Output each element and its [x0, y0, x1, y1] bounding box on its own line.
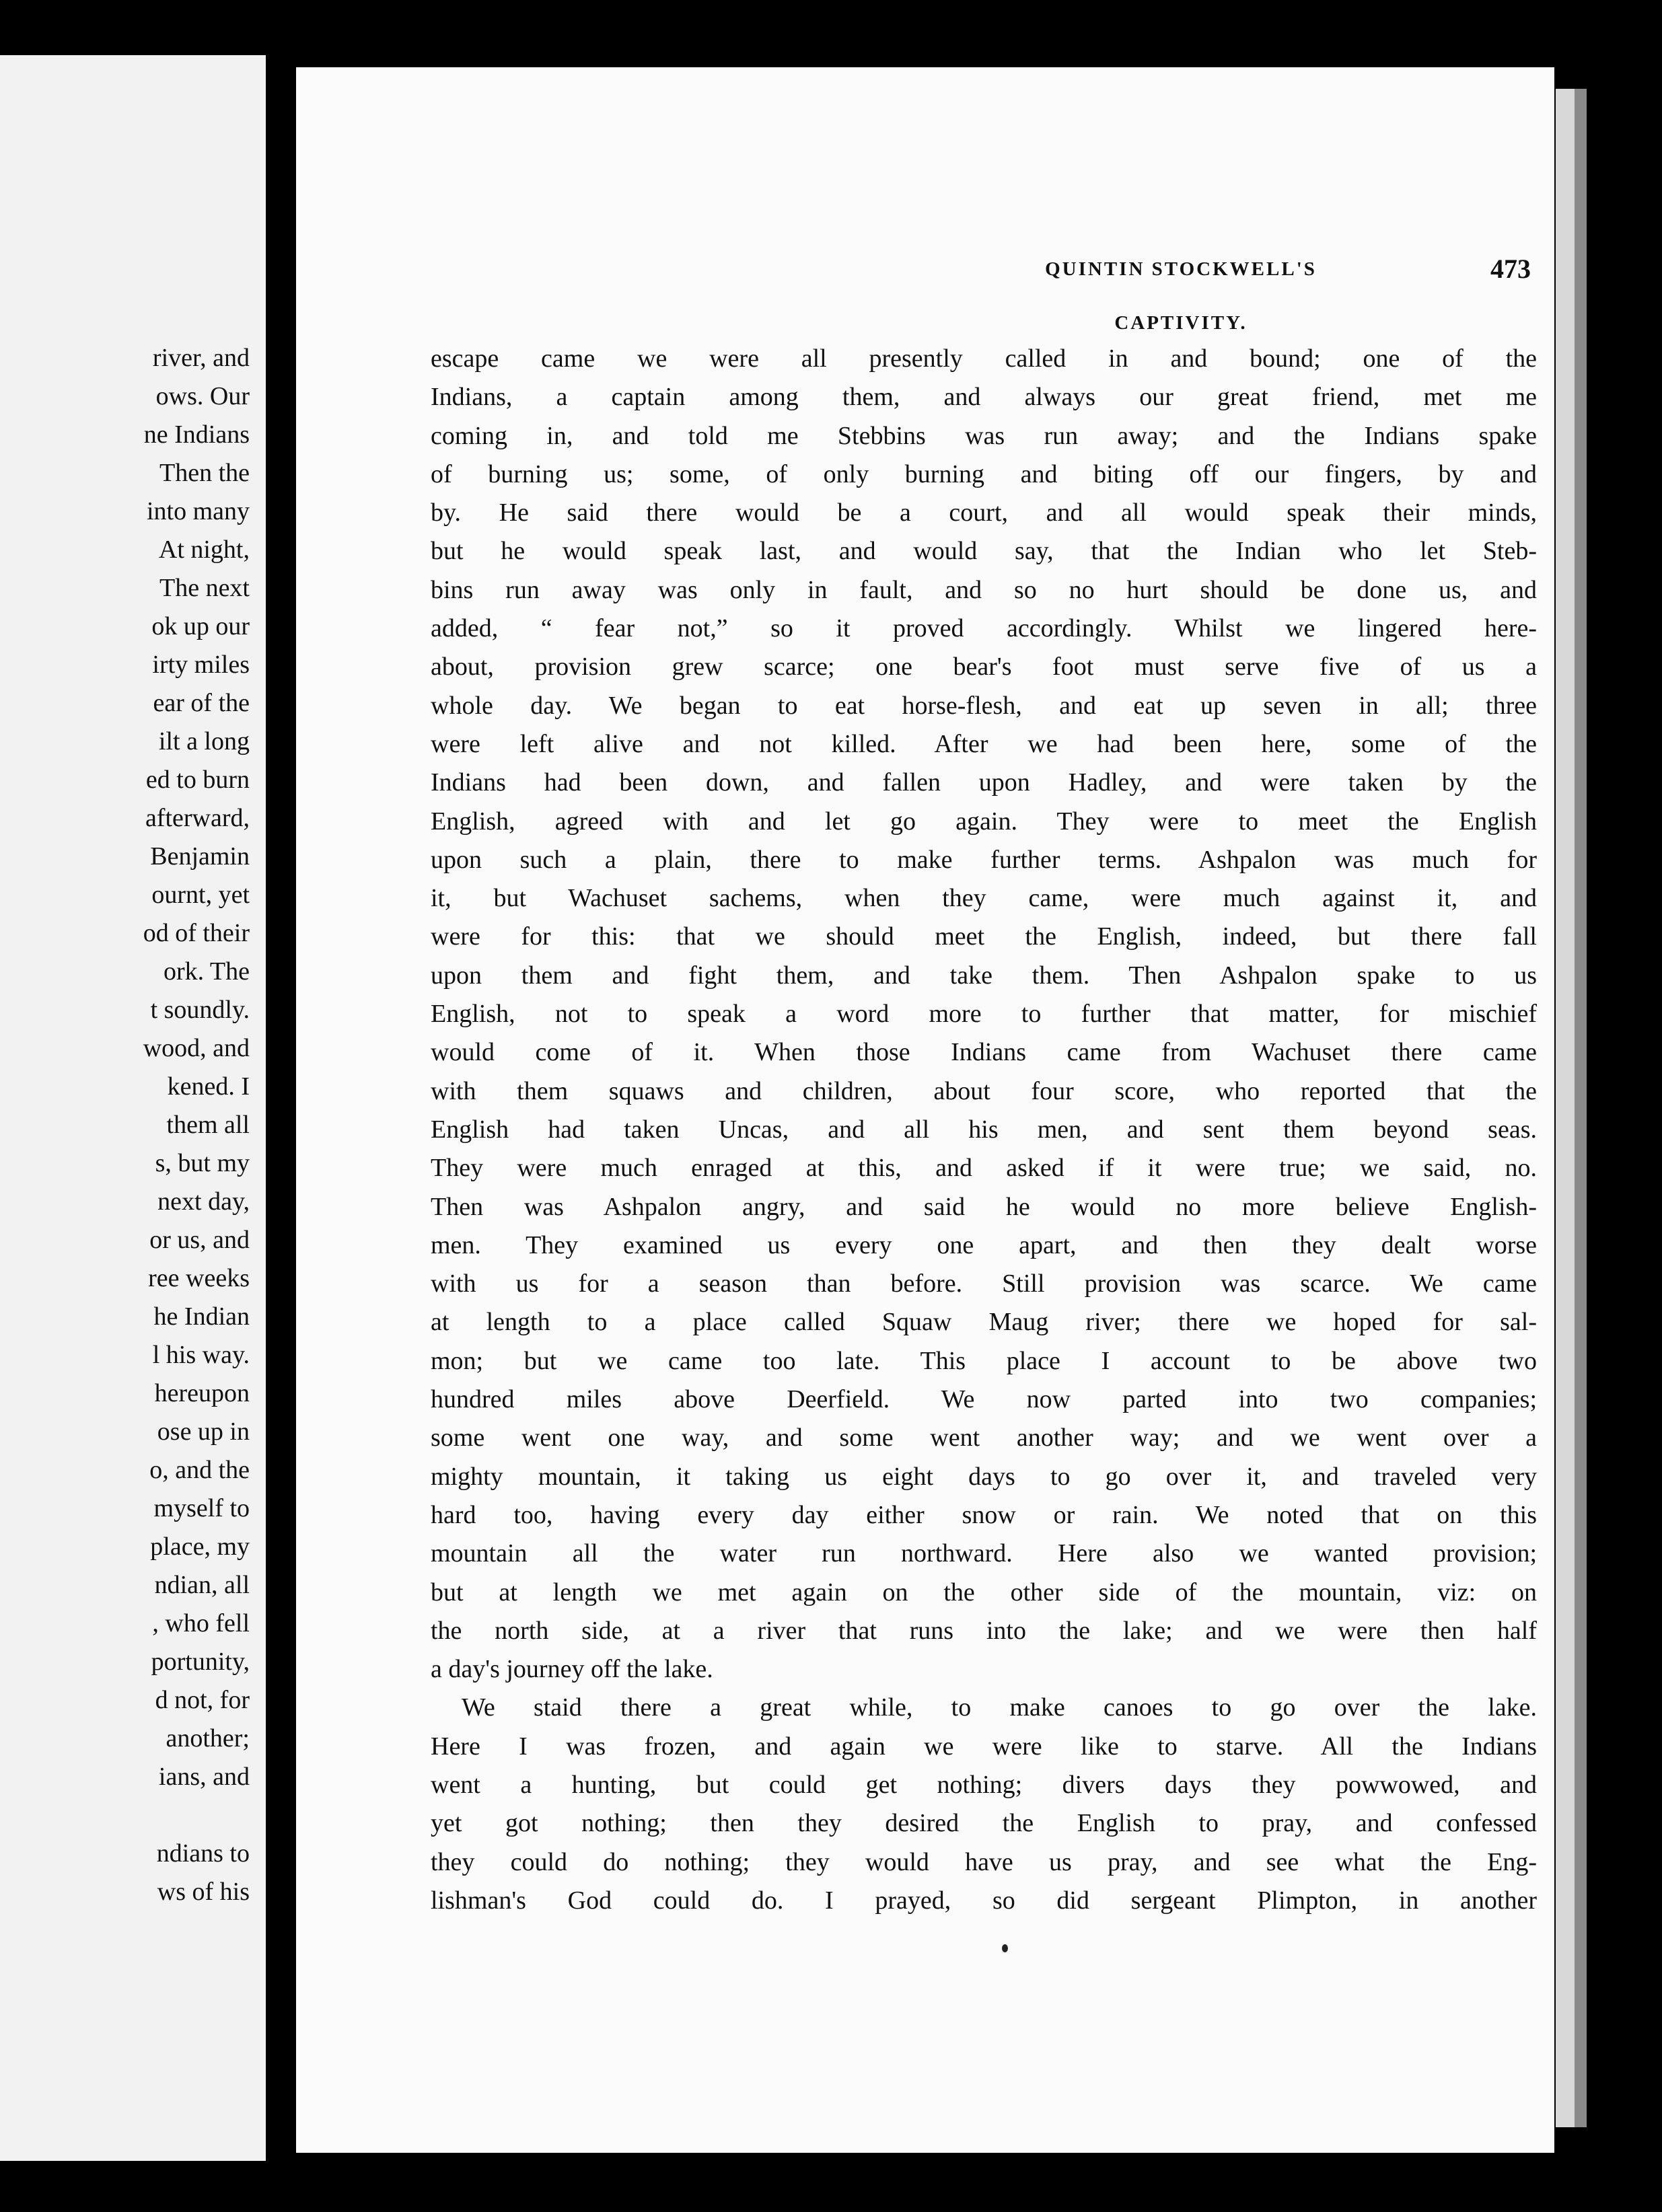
- text-line: mighty mountain, it taking us eight days to go over it, and traveled very: [431, 1462, 1537, 1491]
- left-page-line: , who fell: [152, 1609, 250, 1637]
- left-page-text: [0, 339, 250, 1911]
- left-page-line: o, and the: [149, 1456, 250, 1484]
- left-page-line: into many: [146, 497, 250, 525]
- text-line: they could do nothing; they would have us pray, and see what the Eng-: [431, 1847, 1537, 1876]
- left-page-line: kened. I: [167, 1072, 250, 1101]
- left-page-line: wood, and: [143, 1034, 250, 1062]
- text-line: mon; but we came too late. This place I account to be above two: [431, 1346, 1537, 1375]
- left-page-line: Then the: [159, 459, 250, 487]
- text-line: Then was Ashpalon angry, and said he would no more believe English-: [431, 1192, 1537, 1221]
- body-text: [431, 340, 1537, 1920]
- left-page-line: ows. Our: [155, 382, 250, 410]
- text-line: We staid there a great while, to make canoes to go over the lake.: [462, 1693, 1537, 1722]
- text-line: They were much enraged at this, and asked if it were true; we said, no.: [431, 1154, 1537, 1183]
- text-line: upon such a plain, there to make further terms. Ashpalon was much for: [431, 845, 1537, 874]
- left-page-line: place, my: [150, 1533, 250, 1561]
- text-line: Indians had been down, and fallen upon Hadley, and were taken by the: [431, 768, 1537, 797]
- left-page-line: At night,: [158, 536, 250, 564]
- left-page-line: s, but my: [155, 1149, 250, 1177]
- text-line: Indians, a captain among them, and always our great friend, met me: [431, 383, 1537, 412]
- text-line: went a hunting, but could get nothing; divers days they powwowed, and: [431, 1770, 1537, 1799]
- left-page-line: hereupon: [154, 1379, 250, 1407]
- text-line: by. He said there would be a court, and all would speak their minds,: [431, 499, 1537, 527]
- page-edge-shadow: [1575, 89, 1587, 2127]
- text-line: hundred miles above Deerfield. We now parted into two companies;: [431, 1385, 1537, 1414]
- left-page-line: he Indian: [153, 1302, 250, 1331]
- text-line: escape came we were all presently called in and bound; one of the: [431, 344, 1537, 373]
- text-line: coming in, and told me Stebbins was run away; and the Indians spake: [431, 421, 1537, 450]
- left-page-line: ose up in: [157, 1417, 250, 1446]
- text-line: added, “ fear not,” so it proved accordingly. Whilst we lingered here-: [431, 614, 1537, 643]
- left-page-line: or us, and: [149, 1226, 250, 1254]
- left-page-line: ndian, all: [154, 1571, 250, 1599]
- text-line: English, agreed with and let go again. They were to meet the English: [431, 807, 1537, 836]
- text-line: of burning us; some, of only burning and biting off our fingers, by and: [431, 459, 1537, 488]
- page-number: 473: [1490, 254, 1531, 284]
- left-page-line: them all: [166, 1111, 250, 1139]
- left-page-line: The next: [159, 574, 250, 602]
- page-edge: [1556, 89, 1575, 2127]
- text-line: the north side, at a river that runs into the lake; and we were then half: [431, 1616, 1537, 1645]
- text-line: English had taken Uncas, and all his men, and sent them beyond seas.: [431, 1115, 1537, 1144]
- text-line: but he would speak last, and would say, that the Indian who let Steb-: [431, 537, 1537, 566]
- text-line: English, not to speak a word more to further that matter, for mischief: [431, 1000, 1537, 1029]
- left-page-line: ed to burn: [145, 766, 250, 794]
- left-page-line: portunity,: [151, 1648, 250, 1676]
- ink-dot: [1002, 1944, 1008, 1952]
- text-line: at length to a place called Squaw Maug river; there we hoped for sal-: [431, 1308, 1537, 1337]
- left-page-line: ws of his: [157, 1878, 250, 1906]
- text-line: yet got nothing; then they desired the English to pray, and confessed: [431, 1809, 1537, 1838]
- left-page-line: river, and: [152, 344, 250, 372]
- left-page-line: ok up our: [151, 612, 250, 640]
- running-head: [296, 242, 1554, 334]
- text-line: men. They examined us every one apart, and then they dealt worse: [431, 1230, 1537, 1259]
- left-page-line: another;: [166, 1724, 250, 1753]
- text-line: about, provision grew scarce; one bear's foot must serve five of us a: [431, 653, 1537, 681]
- left-page-line: myself to: [153, 1494, 250, 1522]
- left-page-line: od of their: [143, 919, 250, 947]
- text-line: bins run away was only in fault, and so no hurt should be done us, and: [431, 575, 1537, 604]
- running-title: QUINTIN STOCKWELL'S CAPTIVITY.: [1045, 258, 1317, 334]
- left-page-line: ndians to: [156, 1839, 250, 1868]
- text-line: lishman's God could do. I prayed, so did sergeant Plimpton, in another: [431, 1886, 1537, 1915]
- text-line: Here I was frozen, and again we were like to starve. All the Indians: [431, 1732, 1537, 1761]
- text-line: upon them and fight them, and take them. Then Ashpalon spake to us: [431, 961, 1537, 990]
- left-facing-page: [0, 55, 266, 2161]
- left-page-line: l his way.: [152, 1341, 250, 1369]
- left-page-line: d not, for: [155, 1686, 250, 1714]
- text-line: mountain all the water run northward. Here also we wanted provision;: [431, 1539, 1537, 1568]
- text-line: would come of it. When those Indians came from Wachuset there came: [431, 1038, 1537, 1067]
- left-page-line: ilt a long: [158, 727, 250, 755]
- book-page: [296, 67, 1554, 2153]
- left-page-line: ne Indians: [143, 420, 250, 449]
- text-line: hard too, having every day either snow or rain. We noted that on this: [431, 1500, 1537, 1529]
- left-page-line: Benjamin: [150, 842, 250, 871]
- text-line: it, but Wachuset sachems, when they came, were much against it, and: [431, 884, 1537, 913]
- left-page-line: ians, and: [158, 1763, 250, 1791]
- text-line: whole day. We began to eat horse-flesh, and eat up seven in all; three: [431, 691, 1537, 720]
- text-line: with us for a season than before. Still provision was scarce. We came: [431, 1269, 1537, 1298]
- text-line: a day's journey off the lake.: [431, 1655, 713, 1684]
- left-page-line: irty miles: [152, 651, 250, 679]
- text-line: with them squaws and children, about four score, who reported that the: [431, 1076, 1537, 1105]
- text-line: were left alive and not killed. After we had been here, some of the: [431, 729, 1537, 758]
- left-page-line: ournt, yet: [151, 881, 250, 909]
- left-page-line: next day,: [157, 1187, 250, 1216]
- left-page-line: [0, 1796, 250, 1835]
- text-line: were for this: that we should meet the English, indeed, but there fall: [431, 922, 1537, 951]
- left-page-line: ear of the: [153, 689, 250, 717]
- left-page-line: afterward,: [145, 804, 250, 832]
- left-page-line: ork. The: [163, 957, 250, 986]
- left-page-line: ree weeks: [148, 1264, 250, 1292]
- left-page-line: t soundly.: [150, 996, 250, 1024]
- text-line: some went one way, and some went another way; and we went over a: [431, 1424, 1537, 1452]
- text-line: but at length we met again on the other side of the mountain, viz: on: [431, 1578, 1537, 1607]
